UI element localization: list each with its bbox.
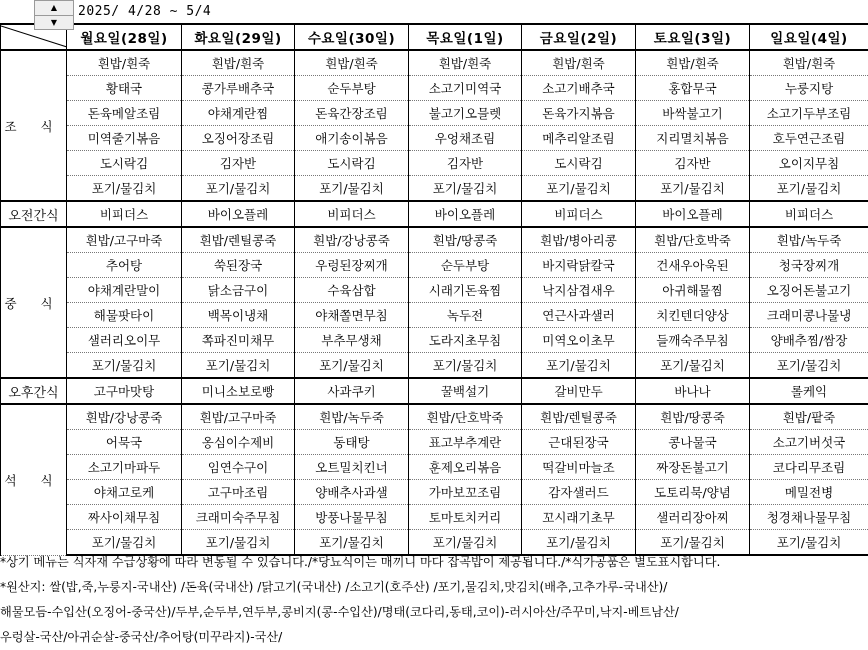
- menu-cell: 오트밀치킨너: [295, 455, 409, 480]
- menu-cell: 백목이냉채: [182, 303, 295, 328]
- menu-row: [1, 201, 868, 227]
- menu-cell: 야채쫄면무침: [295, 303, 409, 328]
- menu-cell: 포기/물김치: [182, 176, 295, 202]
- menu-cell: 돈육간장조림: [295, 101, 409, 126]
- day-header: 화요일(29일): [182, 24, 295, 50]
- day-header: 일요일(4일): [750, 24, 868, 50]
- menu-cell: 수육삼합: [295, 278, 409, 303]
- menu-cell: 오징어돈불고기: [750, 278, 868, 303]
- note-line: *상기 메뉴는 식자재 수급상황에 따라 변동될 수 있습니다./*당뇨식이는 매끼니 마다 잡곡밥이 제공됩니다./*식가공품은 별도표시합니다.: [0, 555, 721, 569]
- menu-row: [1, 101, 868, 126]
- menu-cell: 코다리무조림: [750, 455, 868, 480]
- menu-cell: 도시락김: [67, 151, 182, 176]
- menu-cell: 방풍나물무침: [295, 505, 409, 530]
- menu-cell: 소고기미역국: [409, 76, 522, 101]
- menu-cell: 샐러리오이무: [67, 328, 182, 353]
- menu-cell: 건새우아욱된: [636, 253, 750, 278]
- menu-cell: 흰밥/강낭콩죽: [67, 404, 182, 430]
- menu-cell: 흰밥/단호박죽: [409, 404, 522, 430]
- menu-cell: 지리멸치볶음: [636, 126, 750, 151]
- menu-cell: 순두부탕: [409, 253, 522, 278]
- menu-cell: 짜사이채무침: [67, 505, 182, 530]
- menu-cell: 갈비만두: [522, 378, 636, 404]
- menu-cell: 부추무생채: [295, 328, 409, 353]
- menu-cell: 미역오이초무: [522, 328, 636, 353]
- menu-cell: 흰밥/땅콩죽: [409, 227, 522, 253]
- menu-cell: 포기/물김치: [295, 353, 409, 379]
- menu-cell: 떡갈비마늘조: [522, 455, 636, 480]
- menu-cell: 녹두전: [409, 303, 522, 328]
- menu-row: [1, 253, 868, 278]
- menu-row: [1, 404, 868, 430]
- menu-cell: 포기/물김치: [522, 530, 636, 556]
- menu-cell: 포기/물김치: [295, 176, 409, 202]
- note-line: *원산지: 쌀(밥,죽,누룽지-국내산) /돈육(국내산) /닭고기(국내산) /소고기(호주산) /포기,물김치,맛김치(배추,고추가루-국내산)/: [0, 580, 668, 594]
- menu-cell: 포기/물김치: [636, 353, 750, 379]
- menu-cell: 흰밥/렌틸콩죽: [182, 227, 295, 253]
- menu-cell: 시래기돈육찜: [409, 278, 522, 303]
- menu-row: [1, 328, 868, 353]
- menu-cell: 옹심이수제비: [182, 430, 295, 455]
- menu-cell: 메추리알조림: [522, 126, 636, 151]
- menu-cell: 포기/물김치: [636, 176, 750, 202]
- menu-row: [1, 50, 868, 76]
- meal-category-label: 석 식: [1, 404, 67, 555]
- menu-cell: 쑥된장국: [182, 253, 295, 278]
- menu-cell: 도시락김: [522, 151, 636, 176]
- menu-cell: 청국장찌개: [750, 253, 868, 278]
- menu-row: [1, 480, 868, 505]
- menu-cell: 청경채나물무침: [750, 505, 868, 530]
- menu-cell: 흰밥/팥죽: [750, 404, 868, 430]
- date-spinner[interactable]: [34, 0, 74, 30]
- note-line: 우렁살-국산/아귀순살-중국산/추어탕(미꾸라지)-국산/: [0, 630, 283, 644]
- menu-cell: 김자반: [182, 151, 295, 176]
- menu-cell: 고구마맛탕: [67, 378, 182, 404]
- menu-cell: 흰밥/흰죽: [182, 50, 295, 76]
- menu-row: [1, 278, 868, 303]
- menu-cell: 누룽지탕: [750, 76, 868, 101]
- menu-cell: 돈육메알조림: [67, 101, 182, 126]
- menu-cell: 토마토치커리: [409, 505, 522, 530]
- menu-cell: 포기/물김치: [295, 530, 409, 556]
- menu-cell: 소고기마파두: [67, 455, 182, 480]
- menu-cell: 포기/물김치: [67, 530, 182, 556]
- menu-cell: 바이오플레: [636, 201, 750, 227]
- menu-cell: 치킨텐더양상: [636, 303, 750, 328]
- menu-cell: 포기/물김치: [67, 353, 182, 379]
- notes: [0, 550, 868, 650]
- menu-cell: 포기/물김치: [182, 353, 295, 379]
- menu-cell: 비피더스: [295, 201, 409, 227]
- menu-row: [1, 76, 868, 101]
- menu-cell: 포기/물김치: [522, 353, 636, 379]
- menu-cell: 메밀전병: [750, 480, 868, 505]
- menu-row: [1, 455, 868, 480]
- menu-cell: 근대된장국: [522, 430, 636, 455]
- menu-cell: 돈육가지볶음: [522, 101, 636, 126]
- menu-cell: 흰밥/흰죽: [750, 50, 868, 76]
- menu-cell: 불고기오믈렛: [409, 101, 522, 126]
- menu-cell: 추어탕: [67, 253, 182, 278]
- note-line: 해물모듬-수입산(오징어-중국산)/두부,순두부,연두부,콩비지(콩-수입산)/명태(코다리,동태,코이)-러시아산/주꾸미,낙지-베트남산/: [0, 605, 679, 619]
- menu-cell: 가마보꼬조림: [409, 480, 522, 505]
- menu-cell: 오이지무침: [750, 151, 868, 176]
- menu-row: [1, 303, 868, 328]
- menu-cell: 흰밥/단호박죽: [636, 227, 750, 253]
- menu-row: [1, 353, 868, 379]
- menu-cell: 김자반: [409, 151, 522, 176]
- menu-row: [1, 151, 868, 176]
- menu-cell: 꼬시래기초무: [522, 505, 636, 530]
- menu-cell: 어묵국: [67, 430, 182, 455]
- day-header: 월요일(28일): [67, 24, 182, 50]
- menu-cell: 황태국: [67, 76, 182, 101]
- menu-cell: 흰밥/흰죽: [636, 50, 750, 76]
- menu-cell: 포기/물김치: [750, 176, 868, 202]
- menu-row: [1, 227, 868, 253]
- meal-category-label: 오전간식: [1, 201, 67, 227]
- menu-cell: 연근사과샐러: [522, 303, 636, 328]
- menu-cell: 흰밥/흰죽: [409, 50, 522, 76]
- day-header: 목요일(1일): [409, 24, 522, 50]
- menu-cell: 바지락닭칼국: [522, 253, 636, 278]
- menu-cell: 바나나: [636, 378, 750, 404]
- meal-category-label: 조 식: [1, 50, 67, 201]
- menu-cell: 해물팟타이: [67, 303, 182, 328]
- menu-cell: 우엉채조림: [409, 126, 522, 151]
- menu-cell: 포기/물김치: [636, 530, 750, 556]
- menu-cell: 흰밥/땅콩죽: [636, 404, 750, 430]
- day-header: 수요일(30일): [295, 24, 409, 50]
- menu-cell: 비피더스: [750, 201, 868, 227]
- menu-cell: 포기/물김치: [182, 530, 295, 556]
- menu-cell: 아귀해물찜: [636, 278, 750, 303]
- menu-cell: 소고기배추국: [522, 76, 636, 101]
- menu-cell: 미역줄기볶음: [67, 126, 182, 151]
- menu-cell: 소고기두부조림: [750, 101, 868, 126]
- menu-cell: 흰밥/녹두죽: [295, 404, 409, 430]
- menu-cell: 양배추찜/쌈장: [750, 328, 868, 353]
- menu-cell: 호두연근조림: [750, 126, 868, 151]
- menu-cell: 양배추사과샐: [295, 480, 409, 505]
- menu-cell: 포기/물김치: [67, 176, 182, 202]
- menu-cell: 포기/물김치: [750, 530, 868, 556]
- menu-cell: 비피더스: [522, 201, 636, 227]
- menu-cell: 도토리묵/양념: [636, 480, 750, 505]
- menu-cell: 포기/물김치: [409, 530, 522, 556]
- menu-cell: 흰밥/흰죽: [67, 50, 182, 76]
- menu-cell: 우렁된장찌개: [295, 253, 409, 278]
- menu-cell: 야채고로케: [67, 480, 182, 505]
- menu-cell: 소고기버섯국: [750, 430, 868, 455]
- spin-up-icon[interactable]: ▲: [35, 1, 73, 16]
- menu-cell: 크래미숙주무침: [182, 505, 295, 530]
- menu-cell: 꿀백설기: [409, 378, 522, 404]
- date-range: 2025/ 4/28 ~ 5/4: [78, 4, 212, 19]
- menu-cell: 바싹불고기: [636, 101, 750, 126]
- menu-cell: 임연수구이: [182, 455, 295, 480]
- menu-cell: 야채계란말이: [67, 278, 182, 303]
- menu-cell: 바이오플레: [182, 201, 295, 227]
- menu-cell: 짜장돈불고기: [636, 455, 750, 480]
- menu-cell: 도시락김: [295, 151, 409, 176]
- menu-cell: 순두부탕: [295, 76, 409, 101]
- menu-cell: 흰밥/고구마죽: [182, 404, 295, 430]
- menu-cell: 포기/물김치: [750, 353, 868, 379]
- menu-cell: 콩나물국: [636, 430, 750, 455]
- weekly-meal-table: [0, 23, 868, 556]
- menu-cell: 들깨숙주무침: [636, 328, 750, 353]
- menu-cell: 흰밥/병아리콩: [522, 227, 636, 253]
- menu-cell: 닭소금구이: [182, 278, 295, 303]
- menu-cell: 샐러리장아찌: [636, 505, 750, 530]
- menu-cell: 흰밥/렌틸콩죽: [522, 404, 636, 430]
- menu-cell: 도라지초무침: [409, 328, 522, 353]
- menu-cell: 미니소보로빵: [182, 378, 295, 404]
- menu-cell: 포기/물김치: [522, 176, 636, 202]
- menu-cell: 김자반: [636, 151, 750, 176]
- spin-down-icon[interactable]: ▼: [50, 18, 58, 27]
- menu-cell: 흰밥/흰죽: [295, 50, 409, 76]
- day-header: 토요일(3일): [636, 24, 750, 50]
- menu-cell: 흰밥/강낭콩죽: [295, 227, 409, 253]
- menu-row: [1, 505, 868, 530]
- menu-cell: 바이오플레: [409, 201, 522, 227]
- menu-cell: 표고부추계란: [409, 430, 522, 455]
- menu-cell: 야채계란찜: [182, 101, 295, 126]
- menu-cell: 낙지삼겹새우: [522, 278, 636, 303]
- menu-cell: 고구마조림: [182, 480, 295, 505]
- menu-cell: 흰밥/고구마죽: [67, 227, 182, 253]
- menu-cell: 롤케익: [750, 378, 868, 404]
- menu-row: [1, 430, 868, 455]
- menu-cell: 동태탕: [295, 430, 409, 455]
- menu-row: [1, 126, 868, 151]
- menu-cell: 사과쿠키: [295, 378, 409, 404]
- menu-cell: 흰밥/녹두죽: [750, 227, 868, 253]
- menu-cell: 애기송이볶음: [295, 126, 409, 151]
- menu-row: [1, 378, 868, 404]
- menu-cell: 쪽파진미채무: [182, 328, 295, 353]
- menu-cell: 포기/물김치: [409, 353, 522, 379]
- meal-category-label: 오후간식: [1, 378, 67, 404]
- menu-cell: 크래미콩나물냉: [750, 303, 868, 328]
- day-header: 금요일(2일): [522, 24, 636, 50]
- menu-cell: 콩가루배추국: [182, 76, 295, 101]
- menu-row: [1, 176, 868, 202]
- menu-cell: 포기/물김치: [409, 176, 522, 202]
- menu-cell: 흰밥/흰죽: [522, 50, 636, 76]
- menu-cell: 비피더스: [67, 201, 182, 227]
- meal-category-label: 중 식: [1, 227, 67, 378]
- menu-cell: 감자샐러드: [522, 480, 636, 505]
- menu-cell: 오징어장조림: [182, 126, 295, 151]
- menu-cell: 홍합무국: [636, 76, 750, 101]
- menu-cell: 훈제오리볶음: [409, 455, 522, 480]
